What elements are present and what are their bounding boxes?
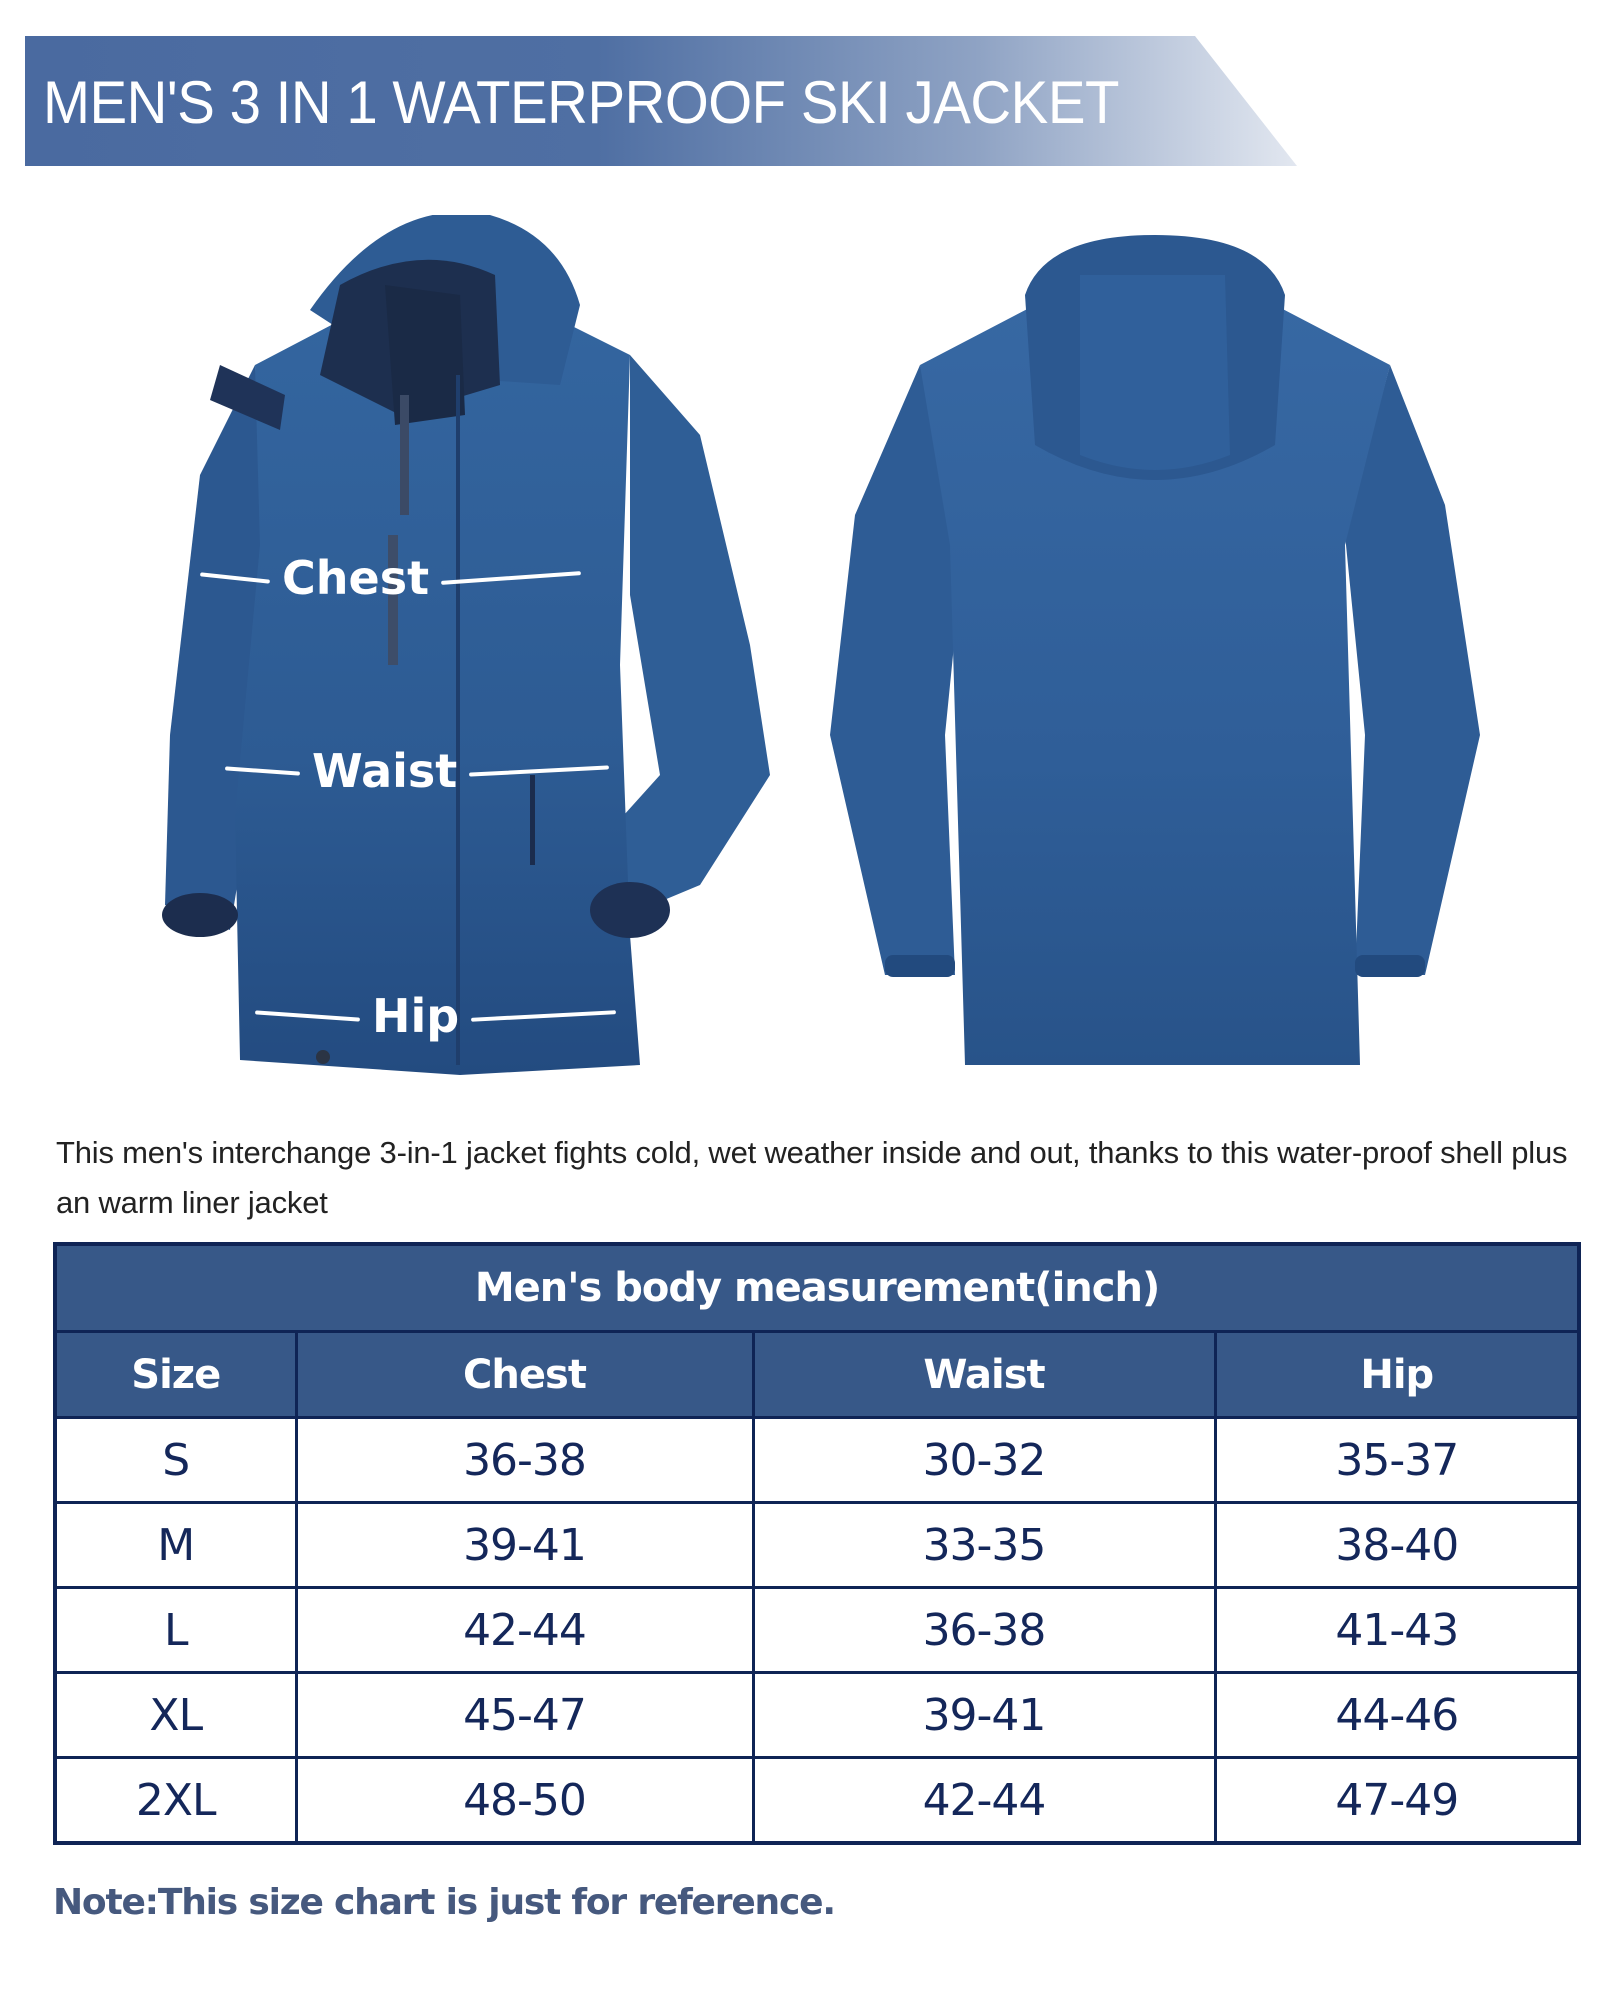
page-title: MEN'S 3 IN 1 WATERPROOF SKI JACKET: [43, 69, 1119, 136]
chest-cell: 45-47: [296, 1673, 753, 1758]
chest-line-left: [200, 572, 270, 583]
size-cell: S: [55, 1418, 296, 1503]
size-cell: XL: [55, 1673, 296, 1758]
waist-cell: 30-32: [753, 1418, 1215, 1503]
jacket-front-image: [160, 215, 780, 1085]
table-header-row: [55, 1332, 1579, 1418]
waist-label: Waist: [312, 744, 458, 798]
column-header-waist: Waist: [753, 1332, 1215, 1418]
hip-line-right: [471, 1010, 616, 1022]
chest-cell: 36-38: [296, 1418, 753, 1503]
hip-cell: 41-43: [1215, 1588, 1579, 1673]
waist-line-left: [225, 766, 300, 775]
hip-cell: 38-40: [1215, 1503, 1579, 1588]
chest-cell: 42-44: [296, 1588, 753, 1673]
size-chart-table: [53, 1242, 1581, 1845]
table-title: Men's body measurement(inch): [55, 1244, 1579, 1332]
table-row: [55, 1418, 1579, 1503]
size-cell: M: [55, 1503, 296, 1588]
table-row: [55, 1503, 1579, 1588]
waist-line-right: [469, 765, 609, 776]
hip-line-left: [255, 1010, 360, 1021]
chest-measure-line: [200, 551, 581, 605]
size-cell: L: [55, 1588, 296, 1673]
chest-cell: 39-41: [296, 1503, 753, 1588]
hip-cell: 44-46: [1215, 1673, 1579, 1758]
jacket-back-image: [825, 215, 1485, 1085]
chest-cell: 48-50: [296, 1758, 753, 1844]
column-header-size: Size: [55, 1332, 296, 1418]
hip-label: Hip: [372, 989, 460, 1043]
column-header-chest: Chest: [296, 1332, 753, 1418]
chest-line-right: [441, 571, 581, 585]
waist-cell: 42-44: [753, 1758, 1215, 1844]
waist-cell: 39-41: [753, 1673, 1215, 1758]
title-banner: [25, 36, 1297, 166]
hip-cell: 47-49: [1215, 1758, 1579, 1844]
chest-label: Chest: [282, 551, 430, 605]
product-description: This men's interchange 3-in-1 jacket fights cold, wet weather inside and out, thanks to this water-proof shell plus an warm liner jacket: [56, 1135, 1568, 1220]
size-cell: 2XL: [55, 1758, 296, 1844]
reference-note: Note:This size chart is just for reference.: [53, 1882, 835, 1923]
table-row: [55, 1758, 1579, 1844]
table-row: [55, 1588, 1579, 1673]
table-row: [55, 1673, 1579, 1758]
hip-cell: 35-37: [1215, 1418, 1579, 1503]
column-header-hip: Hip: [1215, 1332, 1579, 1418]
waist-cell: 33-35: [753, 1503, 1215, 1588]
hip-measure-line: [255, 989, 616, 1043]
waist-cell: 36-38: [753, 1588, 1215, 1673]
waist-measure-line: [225, 744, 609, 798]
